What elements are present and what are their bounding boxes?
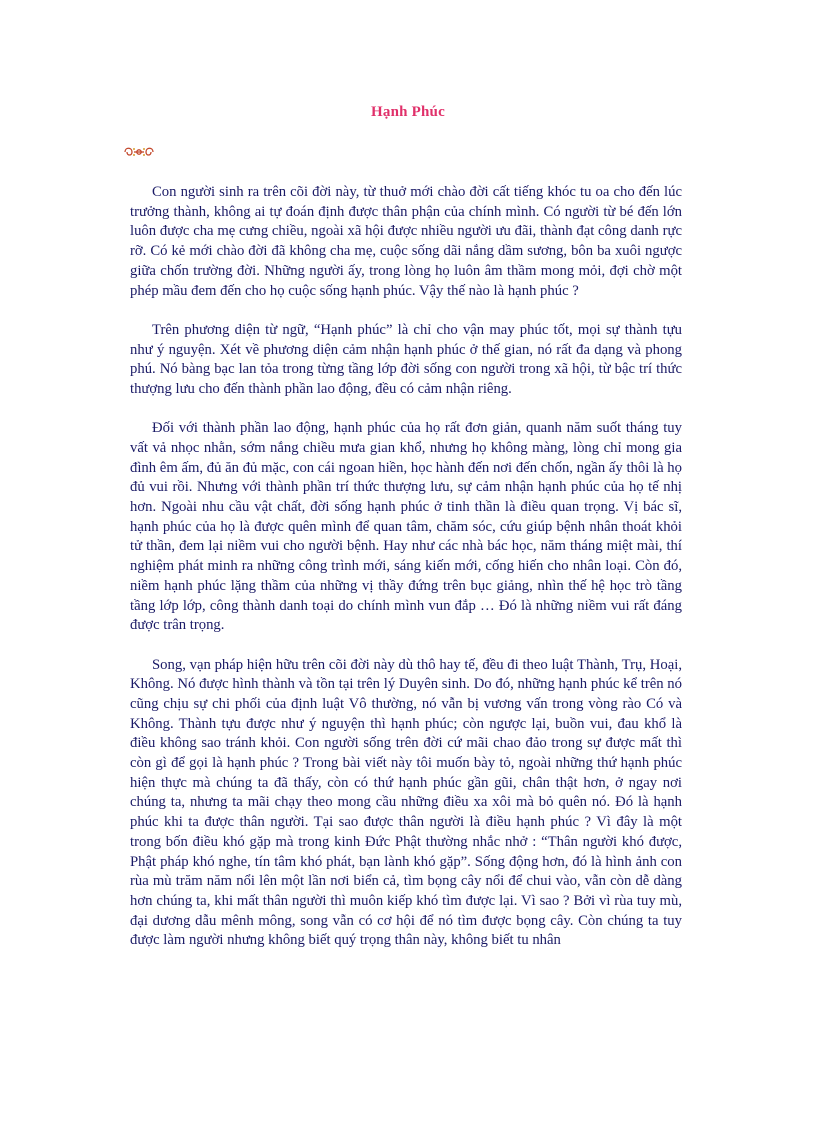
- page-title: Hạnh Phúc: [371, 104, 445, 120]
- paragraph: Con người sinh ra trên cõi đời này, từ thuở mới chào đời cất tiếng khóc tu oa cho đến lúc trưởng thành, không ai tự đoán định được thân phận của chính mình. Có người từ bé đến lớn luôn được cha mẹ cưng chiều, ngoài xã hội được nhiều người ưu đãi, thành đạt công danh rực rỡ. Có kẻ mới chào đời đã không cha mẹ, cuộc sống dãi nắng dầm sương, bôn ba xuôi ngược giữa chốn trường đời. Những người ấy, trong lòng họ luôn âm thầm mong mỏi, đợi chờ một phép mầu đem đến cho họ cuộc sống hạnh phúc. Vậy thế nào là hạnh phúc ?: [130, 184, 682, 299]
- document-body: [130, 183, 682, 951]
- paragraph: Trên phương diện từ ngữ, “Hạnh phúc” là chỉ cho vận may phúc tốt, mọi sự thành tựu như ý nguyện. Xét về phương diện cảm nhận hạnh phúc ở thế gian, nó rất đa dạng và phong phú. Nó bàng bạc lan tỏa trong từng tầng lớp đời sống con người trong xã hội, từ bậc trí thức thượng lưu cho đến thành phần lao động, đều có cảm nhận riêng.: [130, 321, 682, 397]
- paragraph: Đối với thành phần lao động, hạnh phúc của họ rất đơn giản, quanh năm suốt tháng tuy vất vả nhọc nhằn, sớm nắng chiều mưa gian khổ, nhưng họ không màng, lòng chỉ mong gia đình êm ấm, đủ ăn đủ mặc, con cái ngoan hiền, học hành đến nơi đến chốn, ngần ấy thôi là họ đủ vui rồi. Nhưng với thành phần trí thức thượng lưu, sự cảm nhận hạnh phúc của họ tế nhị hơn. Ngoài nhu cầu vật chất, đời sống hạnh phúc ở tinh thần là điều quan trọng. Vị bác sĩ, hạnh phúc của họ là được quên mình để quan tâm, chăm sóc, cứu giúp bệnh nhân thoát khỏi tử thần, đem lại niềm vui cho người bệnh. Hay như các nhà bác học, năm tháng miệt mài, thí nghiệm phát minh ra những công trình mới, sáng kiến mới, cống hiến cho nhân loại. Còn đó, niềm hạnh phúc lặng thầm của những vị thầy đứng trên bục giảng, nhìn thế hệ học trò tầng tầng lớp lớp, công thành danh toại do chính mình vun đắp … Đó là những niềm vui rất đáng được trân trọng.: [130, 420, 682, 634]
- paragraph: Song, vạn pháp hiện hữu trên cõi đời này dù thô hay tế, đều đi theo luật Thành, Trụ, Hoại, Không. Nó được hình thành và tồn tại trên lý Duyên sinh. Do đó, những hạnh phúc kể trên nó cũng chịu sự chi phối của định luật Vô thường, nó vẫn bị vương vấn trong vòng rào Có và Không. Thành tựu được như ý nguyện thì hạnh phúc; còn ngược lại, buồn vui, đau khổ là điều không sao tránh khỏi. Con người sống trên đời cứ mãi chao đảo trong sự được mất thì còn gì để gọi là hạnh phúc ? Trong bài viết này tôi muốn bày tỏ, ngoài những thứ hạnh phúc hiện thực mà chúng ta đã thấy, còn có thứ hạnh phúc gần gũi, chân thật hơn, ở ngay nơi chúng ta, nhưng ta mãi chạy theo mong cầu những điều xa xôi mà bỏ quên nó. Đó là hạnh phúc khi ta được thân người. Tại sao được thân người là điều hạnh phúc ? Vì đây là một trong bốn điều khó gặp mà trong kinh Đức Phật thường nhắc nhở : “Thân người khó được, Phật pháp khó nghe, tín tâm khó phát, bạn lành khó gặp”. Sống động hơn, đó là hình ảnh con rùa mù trăm năm nổi lên một lần nơi biển cả, tìm bọng cây nổi để chui vào, vẫn còn dễ dàng hơn chúng ta, khi mất thân người thì muôn kiếp khó tìm được lại. Vì sao ? Bởi vì rùa tuy mù, đại dương dẫu mênh mông, song vẫn có cơ hội để nó tìm được bọng cây. Còn chúng ta tuy được làm người nhưng không biết quý trọng thân này, không biết tu nhân: [130, 656, 682, 949]
- decorative-flourish-icon: [122, 145, 156, 159]
